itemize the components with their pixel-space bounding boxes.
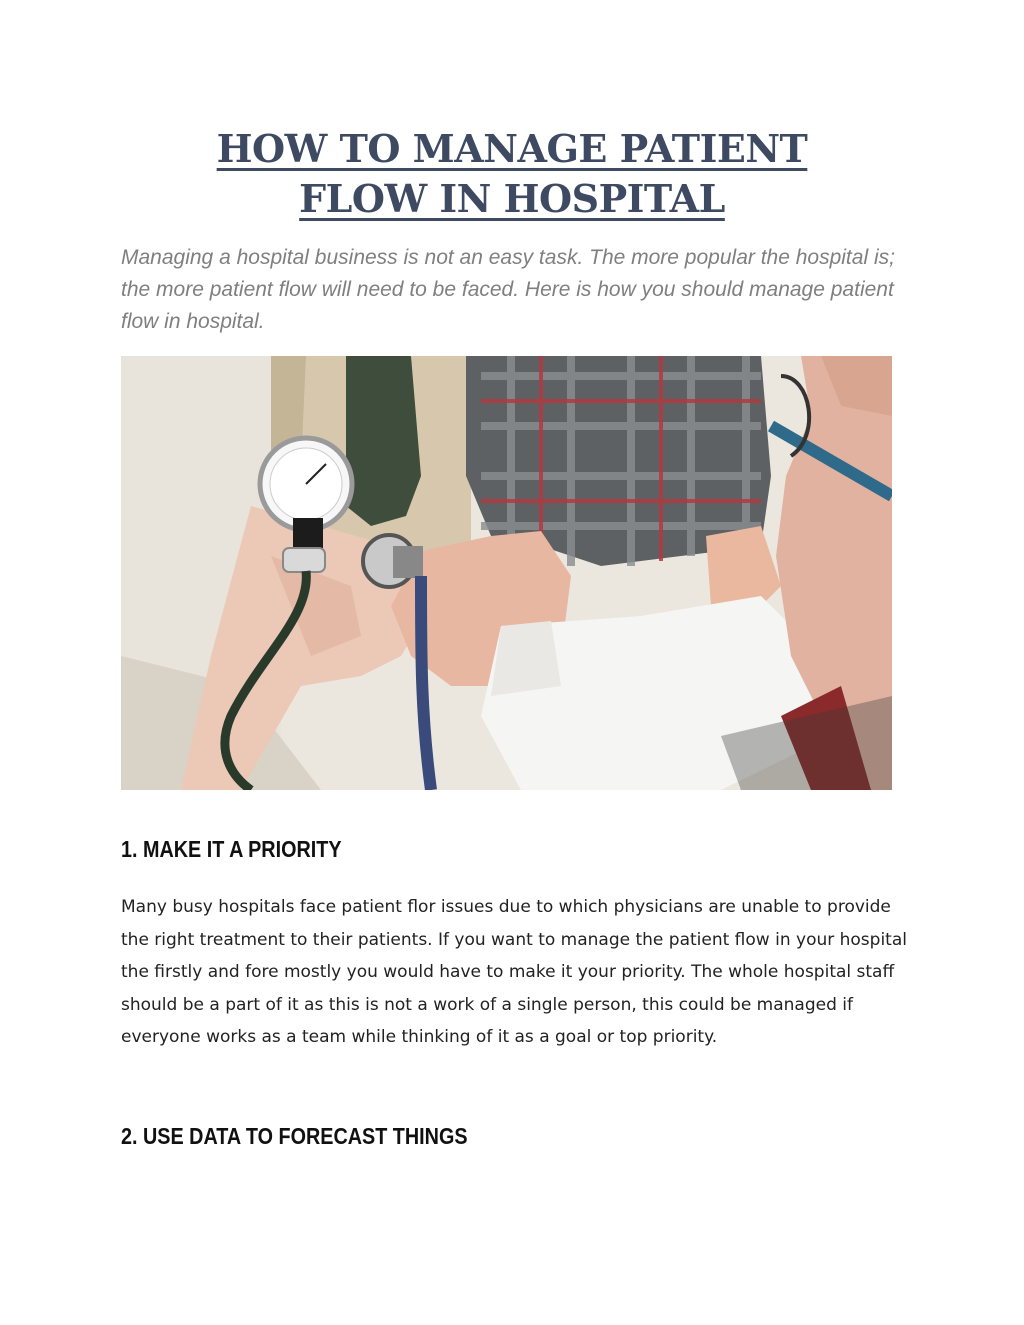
section-1-body: Many busy hospitals face patient flor issues due to which physicians are unable to provide the right treatment to their patients. If you want to manage the patient flow in your hospital the firstly and fore mostly you would have to make it your priority. The whole hospital staff should be a part of it as this is not a work of a single person, this could be managed if everyone works as a team while thinking of it as a goal or top priority.: [121, 897, 907, 1048]
title-line-1: HOW TO MANAGE PATIENT: [216, 126, 808, 171]
blood-pressure-photo: [121, 356, 892, 790]
intro-paragraph: Managing a hospital business is not an easy task. The more popular the hospital is; the more patient flow will need to be faced. Here is how you should manage patient flow in hospital.: [121, 246, 895, 333]
title-line-2: FLOW IN HOSPITAL: [299, 176, 725, 221]
page-title: [100, 124, 924, 224]
section-heading-2: 2. USE DATA TO FORECAST THINGS: [121, 1123, 468, 1149]
section-heading-1: 1. MAKE IT A PRIORITY: [121, 836, 342, 862]
